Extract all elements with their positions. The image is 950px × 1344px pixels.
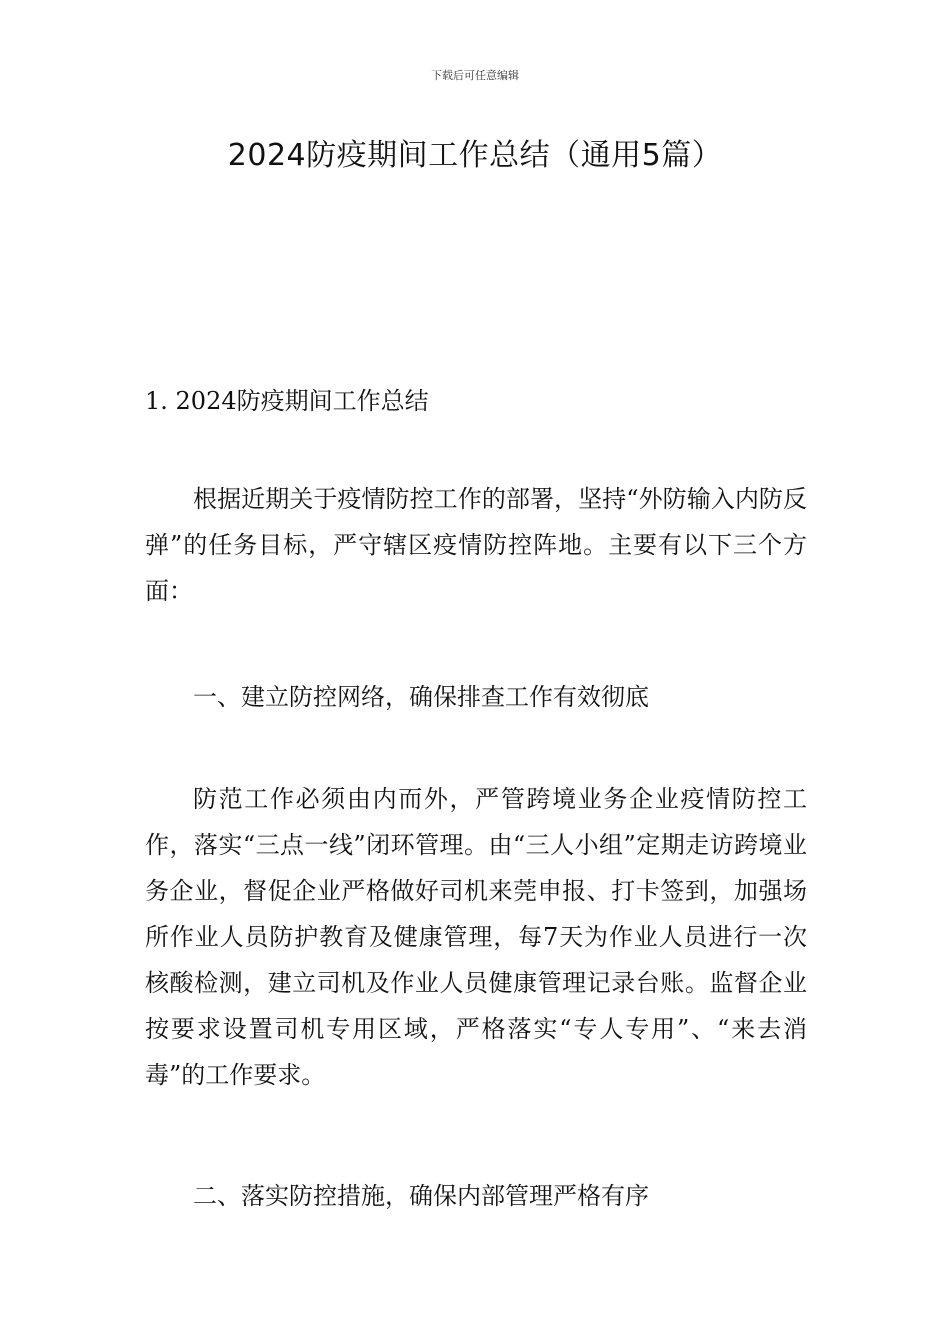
- subheading-one: 一、建立防控网络，确保排查工作有效彻底: [193, 683, 649, 711]
- section-heading: 1. 2024防疫期间工作总结: [145, 387, 429, 415]
- subheading-two: 二、落实防控措施，确保内部管理严格有序: [193, 1182, 649, 1210]
- document-title: 2024防疫期间工作总结（通用5篇）: [227, 138, 723, 173]
- intro-paragraph: 根据近期关于疫情防控工作的部署，坚持“外防输入内防反弹”的任务目标，严守辖区疫情防控阵地。主要有以下三个方面：: [145, 485, 807, 605]
- body-paragraph: 防范工作必须由内而外，严管跨境业务企业疫情防控工作，落实“三点一线”闭环管理。由“三人小组”定期走访跨境业务企业，督促企业严格做好司机来莞申报、打卡签到，加强场所作业人员防护教育及健康管理，每7天为作业人员进行一次核酸检测，建立司机及作业人员健康管理记录台账。监督企业按要求设置司机专用区域，严格落实“专人专用”、“来去消毒”的工作要求。: [145, 785, 807, 1089]
- page-header-note: 下载后可任意编辑: [431, 69, 519, 82]
